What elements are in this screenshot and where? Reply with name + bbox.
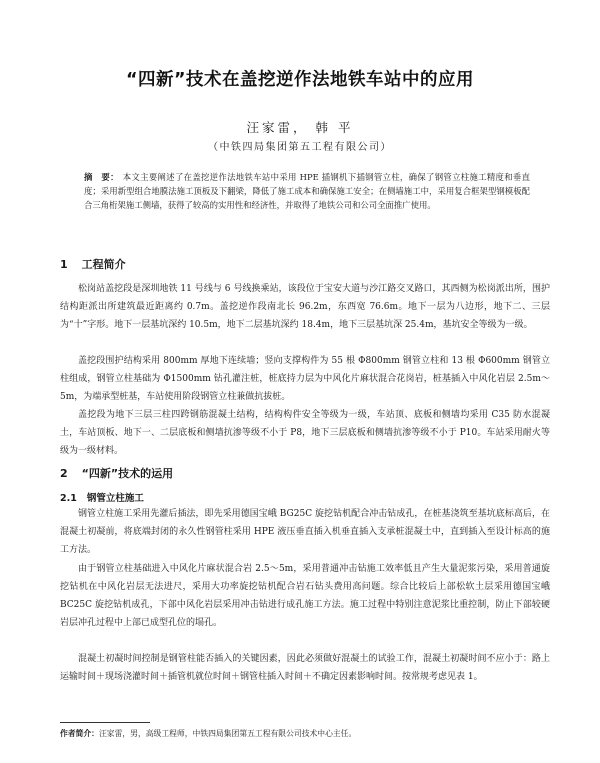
section-title: “四新”技术的运用 (81, 467, 174, 480)
subsection-2-1-heading (60, 490, 144, 504)
paper-affiliation: （中铁四局集团第五工程有限公司） (208, 142, 392, 153)
abstract (84, 170, 530, 212)
abstract-label: 摘 要： (84, 172, 119, 182)
paragraph: 由于钢管立柱基础进入中风化片麻状混合岩 2.5～5m，采用普通冲击钻施工效率低且产生大量泥浆污染，采用普通旋挖钻机在中风化岩层无法进尺，采用大功率旋挖钻机配合岩石钻头费用高问题。综合比较后上部松软土层采用德国宝峨 BC25C 旋挖钻机成孔，下部中风化岩层采用冲击钻进行成孔施工方法。施工过程中特别注意泥浆比重控制，防止下部较硬岩层冲孔过程中上部已成型孔位的塌孔。 (60, 564, 550, 628)
section-number: 2 (60, 467, 68, 480)
paragraph: 钢管立柱施工采用先灌后插法，即先采用德国宝峨 BG25C 旋挖钻机配合冲击钻成孔，在桩基浇筑至基坑底标高后，在混凝土初凝前，将底端封闭的永久性钢管柱采用 HPE 液压垂直插入机垂直插入支承桩混凝土中，直到插入至设计标高的施工方法。 (60, 509, 550, 555)
paragraph: 盖挖段为地下三层三柱四跨钢筋混凝土结构，结构构件安全等级为一级，车站顶、底板和侧墙均采用 C35 防水混凝土，车站顶板、地下一、二层底板和侧墙抗渗等级不小于 P8，地下三层底板和侧墙抗渗等级不小于 P10。车站采用耐火等级为一级材料。 (60, 410, 550, 456)
subsection-number: 2.1 (60, 493, 77, 504)
abstract-text: 本文主要阐述了在盖挖逆作法地铁车站中采用 HPE 插钢机下插钢管立柱，确保了钢管立柱施工精度和垂直度；采用新型组合地膜法施工顶板及下翻梁，降低了施工成本和确保施工安全；在侧墙施工中，采用复合框架型钢模板配合三角桁架施工侧墙，获得了较高的实用性和经济性，并取得了地铁公司和公司全面推广使用。 (84, 172, 531, 210)
footnote-divider (60, 722, 150, 723)
footnote-text: 汪家雷，男，高级工程师，中铁四局集团第五工程有限公司技术中心主任。 (98, 729, 357, 738)
paper-authors: 汪家雷， 韩 平 (246, 120, 354, 135)
paragraph: 盖挖段围护结构采用 800mm 厚地下连续墙；竖向支撑构件为 55 根 Φ800mm 钢管立柱和 13 根 Φ600mm 钢管立柱组成，钢管立柱基础为 Φ1500mm 钻孔灌注桩，桩底持力层为中风化片麻状混合花岗岩，桩基插入中风化岩层 2.5m～5m，为端承型桩基，车站使用阶段钢管立柱兼做抗拔桩。 (60, 356, 550, 402)
subsection-title: 钢管立柱施工 (86, 493, 144, 504)
footnote-label: 作者简介： (60, 729, 99, 738)
paragraph: 混凝土初凝时间控制是钢管柱能否插入的关键因素，因此必须做好混凝土的试验工作，混凝土初凝时间不应小于：路上运输时间＋现场浇灌时间＋插管机就位时间＋钢管柱插入时间＋不确定因素影响时间。按常规考虑见表 1。 (60, 654, 550, 682)
section-1-heading (60, 256, 126, 272)
section-2-heading (60, 465, 173, 481)
section-number: 1 (60, 258, 68, 271)
section-title: 工程简介 (81, 258, 126, 271)
paragraph: 松岗站盖挖段是深圳地铁 11 号线与 6 号线换乘站，该段位于宝安大道与沙江路交叉路口，其西侧为松岗派出所，围护结构距派出所建筑最近距离约 0.7m。盖挖逆作段南北长 96.2m，东西宽 76.6m。地下一层为八边形，地下二、三层为“十”字形。地下一层基坑深约 10.5m，地下二层基坑深约 18.4m，地下三层基坑深 25.4m，基坑安全等级为一级。 (60, 284, 550, 330)
author-footnote (60, 728, 550, 740)
paper-title: “四新”技术在盖挖逆作法地铁车站中的应用 (125, 70, 474, 90)
